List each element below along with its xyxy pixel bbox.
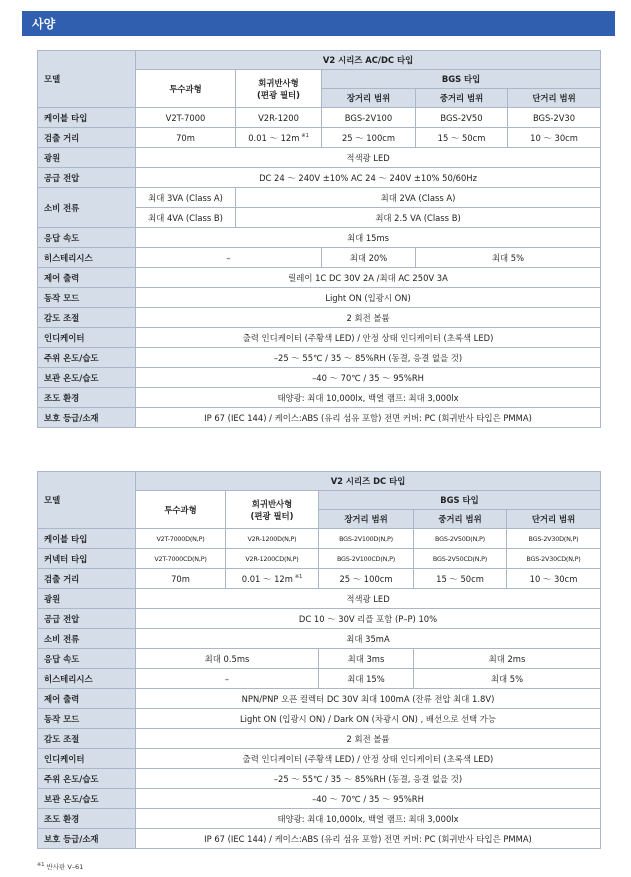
row-label: 보호 등급/소재 xyxy=(38,408,136,428)
cell: – xyxy=(136,248,322,268)
cell: IP 67 (IEC 144) / 케이스:ABS (유리 섬유 포함) 전면 커버: PC (회귀반사 타입은 PMMA) xyxy=(136,829,601,849)
table-row xyxy=(38,829,601,849)
bgs-header: BGS 타입 xyxy=(322,70,601,89)
cell: V2R-1200CD(N,P) xyxy=(226,549,319,569)
ac-spec-table xyxy=(37,50,601,428)
cell: 25 ～ 100cm xyxy=(319,569,414,589)
cell: 70m xyxy=(136,128,236,148)
cell: BGS-2V50 xyxy=(416,108,508,128)
cell: V2T-7000 xyxy=(136,108,236,128)
cell: BGS-2V50D(N,P) xyxy=(414,529,507,549)
section-title: 사양 xyxy=(22,11,615,36)
row-label: 공급 전압 xyxy=(38,168,136,188)
row-label: 보호 등급/소재 xyxy=(38,829,136,849)
table-row xyxy=(38,569,601,589)
short-range-header: 단거리 범위 xyxy=(507,510,601,529)
cell: V2T-7000D(N,P) xyxy=(136,529,226,549)
cell: 최대 2VA (Class A) xyxy=(236,188,601,208)
row-label: 응답 속도 xyxy=(38,228,136,248)
cell: 최대 15% xyxy=(319,669,414,689)
table-row xyxy=(38,288,601,308)
table-row xyxy=(38,529,601,549)
row-label: 보관 온도/습도 xyxy=(38,368,136,388)
cell: BGS-2V50CD(N,P) xyxy=(414,549,507,569)
table-row xyxy=(38,128,601,148)
cell: 15 ～ 50cm xyxy=(414,569,507,589)
cell: 최대 4VA (Class B) xyxy=(136,208,236,228)
table-row xyxy=(38,328,601,348)
table-row xyxy=(38,789,601,809)
footnote-ref: ※1 xyxy=(294,573,303,580)
cell: 태양광: 최대 10,000lx, 백열 램프: 최대 3,000lx xyxy=(136,809,601,829)
model-label: 모델 xyxy=(38,472,136,529)
bgs-header: BGS 타입 xyxy=(319,491,601,510)
cell: BGS-2V100D(N,P) xyxy=(319,529,414,549)
through-beam-header: 투수과형 xyxy=(136,70,236,108)
series-header: V2 시리즈 AC/DC 타입 xyxy=(136,51,601,70)
table-row xyxy=(38,749,601,769)
cell: Light ON (입광시 ON) / Dark ON (차광시 ON) , 배선으로 선택 가능 xyxy=(136,709,601,729)
dc-spec-table xyxy=(37,471,601,849)
cell: –40 ～ 70℃ / 35 ～ 95%RH xyxy=(136,368,601,388)
cell: BGS-2V100CD(N,P) xyxy=(319,549,414,569)
cell: 최대 3VA (Class A) xyxy=(136,188,236,208)
row-label: 검출 거리 xyxy=(38,569,136,589)
row-label: 보관 온도/습도 xyxy=(38,789,136,809)
row-label: 소비 전류 xyxy=(38,629,136,649)
cell: 최대 2ms xyxy=(414,649,601,669)
row-label: 감도 조절 xyxy=(38,729,136,749)
cell: 25 ～ 100cm xyxy=(322,128,416,148)
table-row xyxy=(38,268,601,288)
cell: 최대 15ms xyxy=(136,228,601,248)
row-label: 주위 온도/습도 xyxy=(38,348,136,368)
row-label: 소비 전류 xyxy=(38,188,136,228)
cell: 최대 20% xyxy=(322,248,416,268)
retro-header: 회귀반사형 (편광 필터) xyxy=(226,491,319,529)
cell: 출력 인디케이터 (주황색 LED) / 안정 상태 인디케이터 (초록색 LED) xyxy=(136,328,601,348)
long-range-header: 장거리 범위 xyxy=(319,510,414,529)
cell: –25 ～ 55℃ / 35 ～ 85%RH (동결, 응결 없을 것) xyxy=(136,769,601,789)
cell: 최대 3ms xyxy=(319,649,414,669)
mid-range-header: 중거리 범위 xyxy=(416,89,508,108)
row-label: 광원 xyxy=(38,589,136,609)
row-label: 커넥터 타입 xyxy=(38,549,136,569)
table-row xyxy=(38,168,601,188)
cell: DC 24 ～ 240V ±10% AC 24 ～ 240V ±10% 50/60Hz xyxy=(136,168,601,188)
table-row xyxy=(38,348,601,368)
cell: –25 ～ 55℃ / 35 ～ 85%RH (동결, 응결 없을 것) xyxy=(136,348,601,368)
row-label: 광원 xyxy=(38,148,136,168)
cell: V2R-1200D(N,P) xyxy=(226,529,319,549)
through-beam-header: 투수과형 xyxy=(136,491,226,529)
table-row xyxy=(38,689,601,709)
table-row xyxy=(38,188,601,208)
mid-range-header: 중거리 범위 xyxy=(414,510,507,529)
cell: 최대 35mA xyxy=(136,629,601,649)
table-row xyxy=(38,148,601,168)
row-label: 케이블 타입 xyxy=(38,108,136,128)
row-label: 인디케이터 xyxy=(38,749,136,769)
table-row xyxy=(38,248,601,268)
cell: 최대 5% xyxy=(414,669,601,689)
table-row xyxy=(38,408,601,428)
row-label: 히스테리시스 xyxy=(38,669,136,689)
cell: 최대 2.5 VA (Class B) xyxy=(236,208,601,228)
row-label: 제어 출력 xyxy=(38,689,136,709)
row-label: 조도 환경 xyxy=(38,809,136,829)
table-row xyxy=(38,609,601,629)
row-label: 응답 속도 xyxy=(38,649,136,669)
cell: 릴레이 1C DC 30V 2A /최대 AC 250V 3A xyxy=(136,268,601,288)
cell: 최대 0.5ms xyxy=(136,649,319,669)
cell: BGS-2V100 xyxy=(322,108,416,128)
table-row xyxy=(38,729,601,749)
table-row xyxy=(38,809,601,829)
table-row xyxy=(38,308,601,328)
cell: Light ON (입광시 ON) xyxy=(136,288,601,308)
table-row xyxy=(38,549,601,569)
footnote-ref: ※1 xyxy=(301,132,309,139)
row-label: 동작 모드 xyxy=(38,288,136,308)
retro-header: 회귀반사형 (편광 필터) xyxy=(236,70,322,108)
table-row xyxy=(38,709,601,729)
cell: 2 회전 볼륨 xyxy=(136,308,601,328)
cell: IP 67 (IEC 144) / 케이스:ABS (유리 섬유 포함) 전면 커버: PC (회귀반사 타입은 PMMA) xyxy=(136,408,601,428)
cell: NPN/PNP 오픈 컬렉터 DC 30V 최대 100mA (잔류 전압 최대 1.8V) xyxy=(136,689,601,709)
cell: V2R-1200 xyxy=(236,108,322,128)
model-label: 모델 xyxy=(38,51,136,108)
row-label: 감도 조절 xyxy=(38,308,136,328)
cell: 10 ～ 30cm xyxy=(507,569,601,589)
cell: BGS-2V30 xyxy=(508,108,601,128)
cell: V2T-7000CD(N,P) xyxy=(136,549,226,569)
cell: 출력 인디케이터 (주황색 LED) / 안정 상태 인디케이터 (초록색 LED) xyxy=(136,749,601,769)
table-row xyxy=(38,388,601,408)
cell: 70m xyxy=(136,569,226,589)
row-label: 검출 거리 xyxy=(38,128,136,148)
table-row xyxy=(38,108,601,128)
table-row xyxy=(38,589,601,609)
cell: DC 10 ～ 30V 리플 포함 (P–P) 10% xyxy=(136,609,601,629)
table-row xyxy=(38,629,601,649)
row-label: 히스테리시스 xyxy=(38,248,136,268)
table-row xyxy=(38,769,601,789)
cell: BGS-2V30D(N,P) xyxy=(507,529,601,549)
cell: 10 ～ 30cm xyxy=(508,128,601,148)
cell: 0.01 ～ 12m $^{※1}$ xyxy=(236,128,322,148)
row-label: 케이블 타입 xyxy=(38,529,136,549)
cell: 최대 5% xyxy=(416,248,601,268)
row-label: 주위 온도/습도 xyxy=(38,769,136,789)
row-label: 공급 전압 xyxy=(38,609,136,629)
cell: 2 회전 볼륨 xyxy=(136,729,601,749)
table-row xyxy=(38,669,601,689)
series-header: V2 시리즈 DC 타입 xyxy=(136,472,601,491)
row-label: 조도 환경 xyxy=(38,388,136,408)
footnote: $^{※1}$ 반사판 V–61 xyxy=(37,862,84,872)
row-label: 인디케이터 xyxy=(38,328,136,348)
cell: BGS-2V30CD(N,P) xyxy=(507,549,601,569)
table-row xyxy=(38,649,601,669)
cell: –40 ～ 70℃ / 35 ～ 95%RH xyxy=(136,789,601,809)
cell: 적색광 LED xyxy=(136,148,601,168)
long-range-header: 장거리 범위 xyxy=(322,89,416,108)
cell: 15 ～ 50cm xyxy=(416,128,508,148)
row-label: 동작 모드 xyxy=(38,709,136,729)
cell: – xyxy=(136,669,319,689)
cell: 태양광: 최대 10,000lx, 백열 램프: 최대 3,000lx xyxy=(136,388,601,408)
table-row xyxy=(38,228,601,248)
row-label: 제어 출력 xyxy=(38,268,136,288)
cell: 적색광 LED xyxy=(136,589,601,609)
table-row xyxy=(38,368,601,388)
short-range-header: 단거리 범위 xyxy=(508,89,601,108)
cell: 0.01 ～ 12m $^{※1}$ xyxy=(226,569,319,589)
